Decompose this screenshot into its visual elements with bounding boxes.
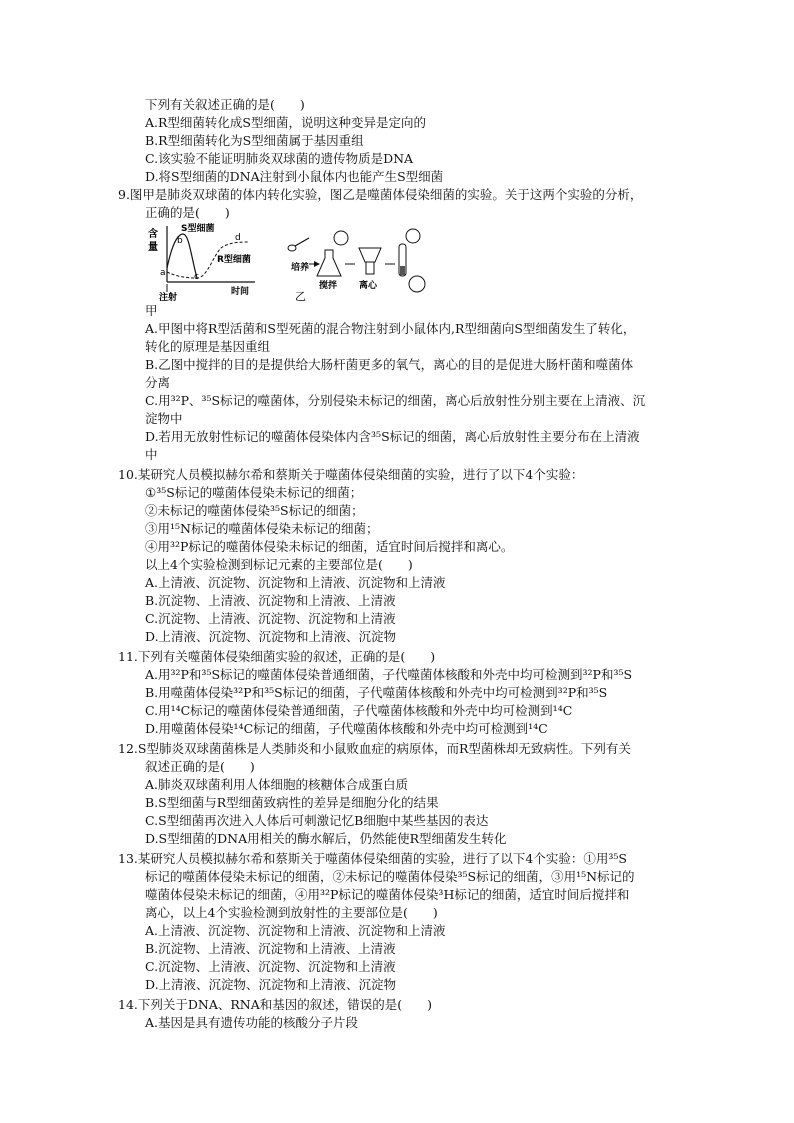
q11-stem: 11.下列有关噬菌体侵染细菌实验的叙述，正确的是( ) [118,649,436,664]
culture-label: 培养 [291,263,310,273]
q12-option-c: C.S型细菌再次进入人体后可刺激记忆B细胞中某些基因的表达 [145,813,489,828]
q9-option-c-line2: 淀物中 [145,411,183,426]
point-a: a [160,268,166,278]
point-c: c [194,272,199,282]
q12-option-b: B.S型细菌与R型细菌致病性的差异是细胞分化的结果 [145,795,439,810]
centrifuge-icon [359,248,381,262]
centrifuge-stand-icon [366,262,374,274]
q9-option-b-line2: 分离 [145,375,171,390]
q9-stem-line1: 9.图甲是肺炎双球菌的体内转化实验，图乙是噬菌体侵染细菌的实验。关于这两个实验的分析， [118,187,643,202]
q8-stem: 下列有关叙述正确的是( ) [145,97,305,112]
q13-stem-line4: 离心，以上4个实验检测到放射性的主要部位是( ) [145,905,438,920]
q13-option-b: B.沉淀物、上清液、沉淀物和上清液、上清液 [145,941,396,956]
q11-option-a: A.用³²P和³⁵S标记的噬菌体侵染普通细菌，子代噬菌体核酸和外壳中均可检测到³²P和³⁵S [145,667,633,682]
q8-option-c: C.该实验不能证明肺炎双球菌的遗传物质是DNA [145,151,414,166]
q9-option-a-line2: 转化的原理是基因重组 [145,339,271,354]
q8-option-b: B.R型细菌转化为S型细菌属于基因重组 [145,133,364,148]
figure-yi-caption: 乙 [295,290,306,302]
q10-option-b: B.沉淀物、上清液、沉淀物和上清液、上清液 [145,593,396,608]
q11-option-d: D.用噬菌体侵染¹⁴C标记的细菌，子代噬菌体核酸和外壳中均可检测到¹⁴C [145,721,548,736]
sediment-icon [400,266,405,275]
supernatant-magnified-icon [406,229,420,243]
figure-jia-graph [148,222,255,302]
figure-jia-caption: 甲 [145,303,158,318]
q9-option-c-line1: C.用³²P、³⁵S标记的噬菌体，分别侵染未标记的细菌，离心后放射性分别主要在上清液、沉 [145,393,646,408]
r-curve-label: R型细菌 [217,255,251,265]
centrifuge-label: 离心 [359,281,378,291]
y-label-1: 含 [148,229,158,240]
figure-yi-apparatus [288,229,425,302]
q12-option-a: A.肺炎双球菌利用人体细胞的核糖体合成蛋白质 [145,777,409,792]
q12-stem-line2: 叙述正确的是( ) [145,759,255,774]
q10-stem: 10.某研究人员模拟赫尔希和蔡斯关于噬菌体侵染细菌的实验，进行了以下4个实验： [118,467,584,482]
point-b: b [177,236,183,246]
y-label-2: 量 [148,242,158,253]
inject-label: 注射 [159,293,178,302]
q9-option-d-line2: 中 [145,447,158,462]
x-axis-label: 时间 [231,287,250,297]
q10-experiment-3: ③用¹⁵N标记的噬菌体侵染未标记的细菌； [145,521,379,536]
q10-experiment-1: ①³⁵S标记的噬菌体侵染未标记的细菌； [145,485,363,500]
bacteria-magnified-icon [334,231,348,245]
q13-stem-line3: 噬菌体侵染未标记的细菌，④用³²P标记的噬菌体侵染³H标记的细菌，适宜时间后搅拌和 [145,887,630,902]
s-curve-label: S型细菌 [181,224,215,234]
q13-option-d: D.上清液、沉淀物、沉淀物和上清液、沉淀物 [145,977,397,992]
stir-label: 搅拌 [319,281,338,291]
q11-option-b: B.用噬菌体侵染³²P和³⁵S标记的细菌，子代噬菌体核酸和外壳中均可检测到³²P和³⁵S [145,685,608,700]
q10-question: 以上4个实验检测到标记元素的主要部位是( ) [145,557,413,572]
q14-stem: 14.下列关于DNA、RNA和基因的叙述，错误的是( ) [118,997,432,1012]
q9-stem-line2: 正确的是( ) [145,205,230,220]
q9-option-a-line1: A.甲图中将R型活菌和S型死菌的混合物注射到小鼠体内,R型细菌向S型细菌发生了转化， [145,321,636,336]
q9-option-b-line1: B.乙图中搅拌的目的是提供给大肠杆菌更多的氧气，离心的目的是促进大肠杆菌和噬菌体 [145,357,634,372]
q13-option-a: A.上清液、沉淀物、沉淀物和上清液、沉淀物和上清液 [145,923,446,938]
dropper-bulb-icon [288,245,296,251]
flask-icon [317,250,341,276]
sediment-magnified-icon [409,276,425,292]
q9-figures [145,220,445,302]
q10-option-c: C.沉淀物、上清液、沉淀物、沉淀物和上清液 [145,611,396,626]
dropper-icon [295,238,309,246]
point-d: d [235,233,241,243]
q14-option-a: A.基因是具有遗传功能的核酸分子片段 [145,1015,359,1030]
q11-option-c: C.用¹⁴C标记的噬菌体侵染普通细菌，子代噬菌体核酸和外壳中均可检测到¹⁴C [145,703,573,718]
q10-option-a: A.上清液、沉淀物、沉淀物和上清液、沉淀物和上清液 [145,575,446,590]
q10-experiment-4: ④用³²P标记的噬菌体侵染未标记的细菌，适宜时间后搅拌和离心。 [145,539,514,554]
q13-option-c: C.沉淀物、上清液、沉淀物、沉淀物和上清液 [145,959,396,974]
q13-stem-line2: 标记的噬菌体侵染未标记的细菌，②未标记的噬菌体侵染³⁵S标记的细菌，③用¹⁵N标记的 [145,869,635,884]
q8-option-d: D.将S型细菌的DNA注射到小鼠体内也能产生S型细菌 [145,169,444,184]
q10-option-d: D.上清液、沉淀物、沉淀物和上清液、沉淀物 [145,629,397,644]
q12-option-d: D.S型细菌的DNA用相关的酶水解后，仍然能使R型细菌发生转化 [145,831,507,846]
q13-stem-line1: 13.某研究人员模拟赫尔希和蔡斯关于噬菌体侵染细菌的实验，进行了以下4个实验：①用³⁵S [118,851,627,866]
q10-experiment-2: ②未标记的噬菌体侵染³⁵S标记的细菌； [145,503,364,518]
q8-option-a: A.R型细菌转化成S型细菌，说明这种变异是定向的 [145,115,426,130]
q12-stem-line1: 12.S型肺炎双球菌菌株是人类肺炎和小鼠败血症的病原体，而R型菌株却无致病性。下列有关 [118,741,631,756]
q9-option-d-line1: D.若用无放射性标记的噬菌体侵染体内含³⁵S标记的细菌，离心后放射性主要分布在上清液 [145,429,640,444]
